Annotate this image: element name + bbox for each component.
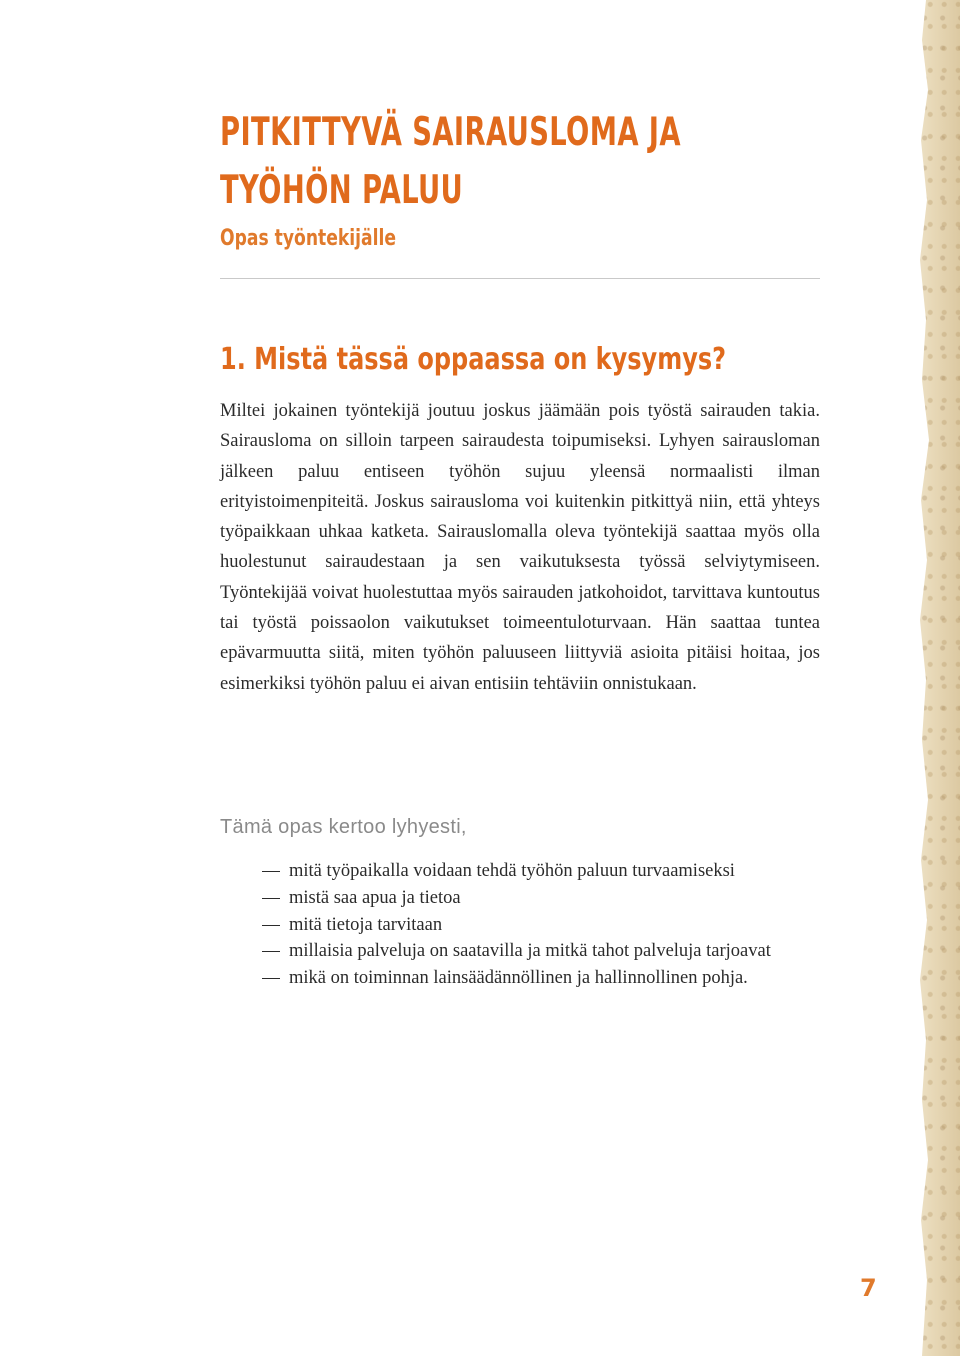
list-item-text: mitä työpaikalla voidaan tehdä työhön paluun turvaamiseksi xyxy=(289,861,735,881)
list-item-text: millaisia palveluja on saatavilla ja mitkä tahot palveluja tarjoavat xyxy=(289,941,771,962)
summary-heading: Tämä opas kertoo lyhyesti, xyxy=(220,816,467,838)
list-item-text: mikä on toiminnan lainsäädännöllinen ja hallinnollinen pohja. xyxy=(289,968,748,989)
document-title: PITKITTYVÄ SAIRAUSLOMA JA TYÖHÖN PALUU xyxy=(220,110,681,213)
dash-bullet-icon xyxy=(262,898,280,899)
list-item xyxy=(262,938,782,965)
dash-bullet-icon xyxy=(262,871,280,872)
intro-paragraph: Miltei jokainen työntekijä joutuu joskus jäämään pois työstä sairauden takia. Sairausloma on silloin tarpeen sairaudesta toipumiseksi. Lyhyen sairausloman jälkeen paluu entiseen työhön sujuu yleensä normaalisti ilman erityistoimenpiteitä. Joskus sairausloma voi kuitenkin pitkittyä niin, että yhteys työpaikkaan uhkaa katketa. Sairauslomalla oleva työntekijä saattaa myös olla huolestunut sairaudestaan ja sen vaikutuksesta työssä selviytymiseen. Työntekijää voivat huolestuttaa myös sairauden jatkohoidot, tarvittava kuntoutus tai työstä poissaolon vaikutukset toimeentuloturvaan. Hän saattaa tuntea epävarmuutta siitä, miten työhön paluuseen liittyviä asioita pitäisi hoitaa, jos esimerkiksi työhön paluu ei aivan entisiin tehtäviin onnistukaan. xyxy=(220,401,820,694)
list-item xyxy=(262,912,782,939)
summary-list xyxy=(262,858,782,992)
torn-paper-edge xyxy=(912,0,960,1356)
document-subtitle: Opas työntekijälle xyxy=(220,226,397,251)
list-item xyxy=(262,965,782,992)
list-item-text: mitä tietoja tarvitaan xyxy=(289,914,443,935)
dash-bullet-icon xyxy=(262,951,280,952)
list-item-text: mistä saa apua ja tietoa xyxy=(289,887,461,908)
title-divider xyxy=(220,278,820,279)
dash-bullet-icon xyxy=(262,978,280,979)
dash-bullet-icon xyxy=(262,925,280,926)
list-item xyxy=(262,858,782,885)
list-item xyxy=(262,885,782,912)
page-number: 7 xyxy=(860,1274,877,1302)
section-heading: 1. Mistä tässä oppaassa on kysymys? xyxy=(220,342,727,377)
